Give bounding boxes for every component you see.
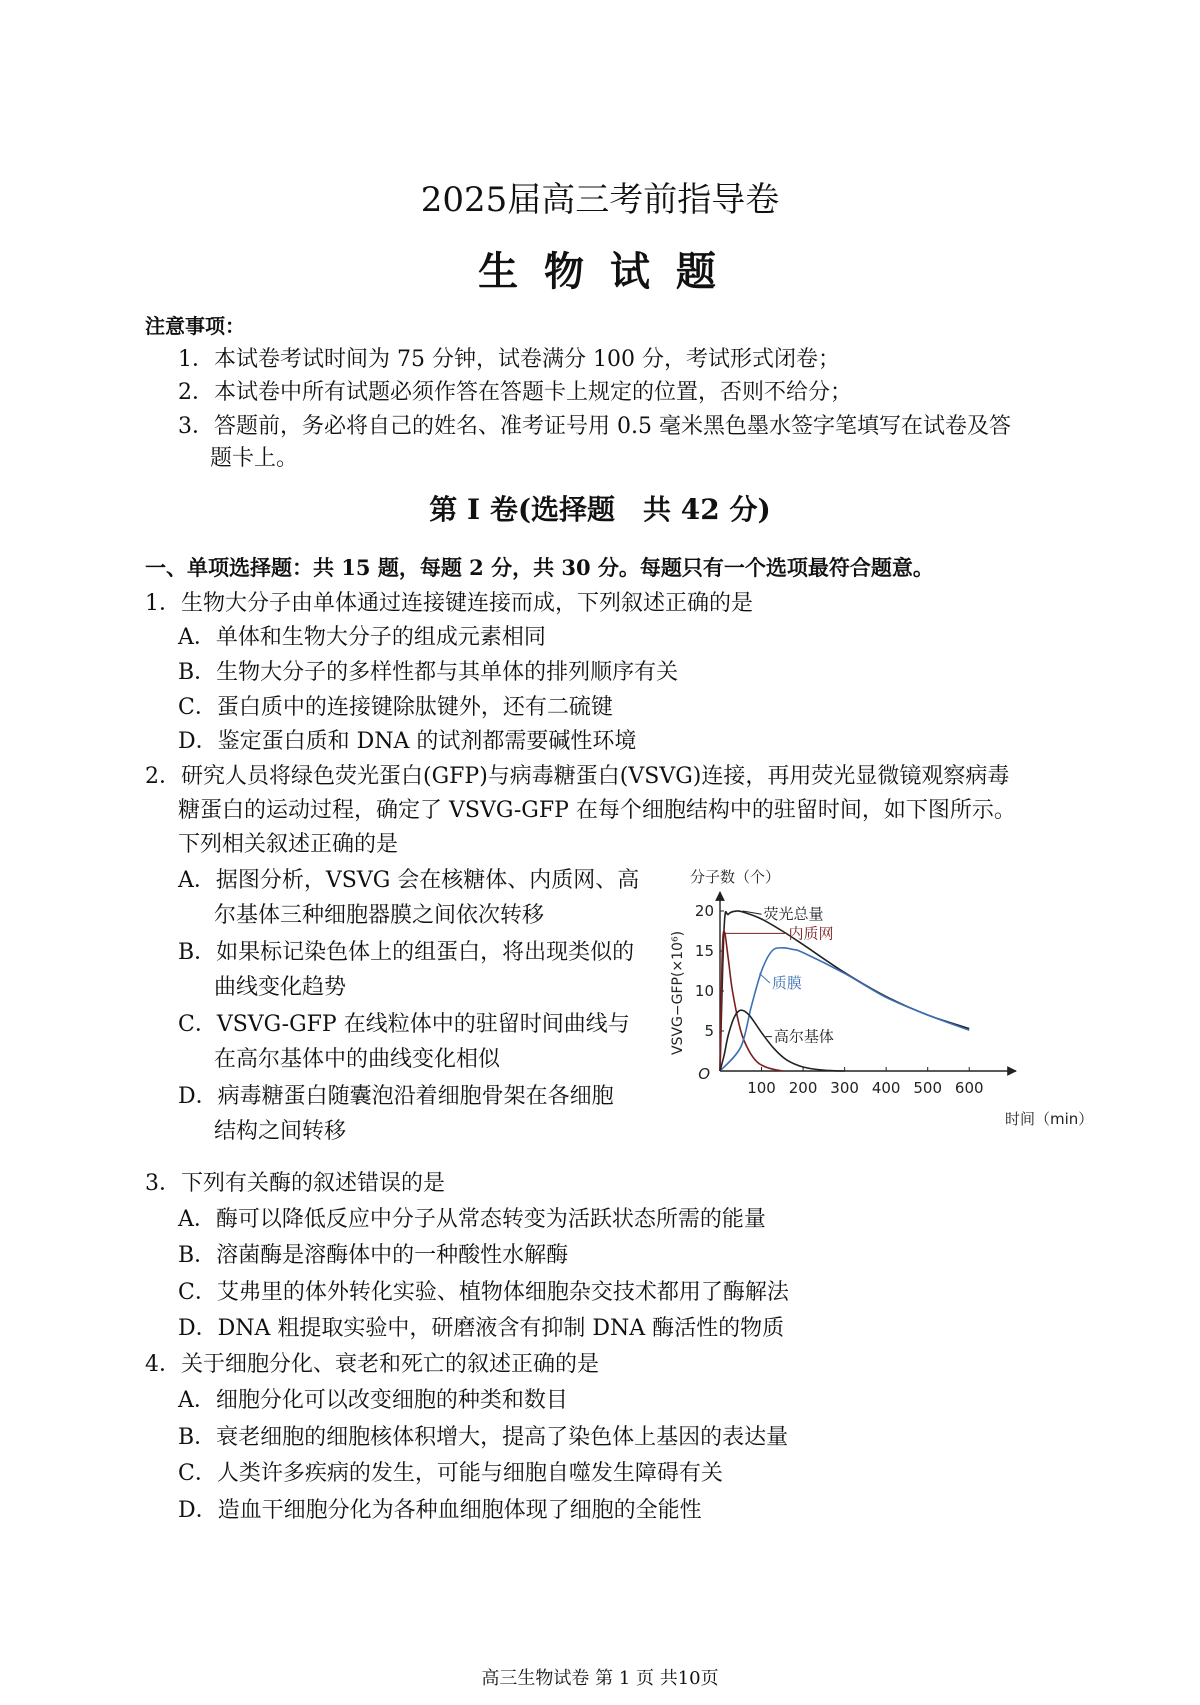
x-tick-label: 500 [913, 1079, 943, 1097]
y-tick-label: 15 [694, 942, 714, 960]
subject-title: 生 物 试 题 [478, 248, 722, 295]
y-tick-label: 10 [694, 982, 714, 1000]
part-heading: 一、单项选择题：共 15 题，每题 2 分，共 30 分。每题只有一个选项最符合题意。 [145, 555, 934, 580]
option-a: A．单体和生物大分子的组成元素相同 [178, 625, 546, 650]
series-line-质膜 [720, 948, 969, 1071]
series-label: 质膜 [771, 974, 802, 992]
x-tick-label: 200 [788, 1079, 818, 1097]
option-a-cont: 尔基体三种细胞器膜之间依次转移 [214, 903, 545, 928]
notice-item: 题卡上。 [210, 446, 299, 471]
option-d: D．病毒糖蛋白随囊泡沿着细胞骨架在各细胞 [178, 1084, 614, 1109]
series-leader [759, 973, 769, 983]
series-label: 高尔基体 [773, 1027, 834, 1046]
option-a: A．酶可以降低反应中分子从常态转变为活跃状态所需的能量 [178, 1207, 766, 1232]
option-b: B．衰老细胞的细胞核体积增大，提高了染色体上基因的表达量 [178, 1425, 789, 1450]
option-c: C．VSVG-GFP 在线粒体中的驻留时间曲线与 [178, 1012, 630, 1037]
option-c-cont: 在高尔基体中的曲线变化相似 [214, 1047, 501, 1072]
option-c: C．艾弗里的体外转化实验、植物体细胞杂交技术都用了酶解法 [178, 1280, 789, 1305]
x-tick-label: 100 [747, 1079, 776, 1097]
section-title: 第 I 卷(选择题 共 42 分) [429, 493, 771, 526]
option-b-cont: 曲线变化趋势 [214, 975, 347, 1000]
notice-item: 2．本试卷中所有试题必须作答在答题卡上规定的位置，否则不给分； [178, 380, 852, 405]
question-stem: 2．研究人员将绿色荧光蛋白(GFP)与病毒糖蛋白(VSVG)连接，再用荧光显微镜观察病毒 [145, 764, 1010, 789]
option-d-cont: 结构之间转移 [214, 1119, 347, 1144]
option-d: D．鉴定蛋白质和 DNA 的试剂都需要碱性环境 [178, 729, 637, 754]
option-b: B．如果标记染色体上的组蛋白，将出现类似的 [178, 940, 635, 965]
option-c: C．蛋白质中的连接键除肽键外，还有二硫键 [178, 695, 613, 720]
option-c: C．人类许多疾病的发生，可能与细胞自噬发生障碍有关 [178, 1461, 723, 1486]
y-tick-label: 20 [694, 902, 714, 920]
question-stem: 4．关于细胞分化、衰老和死亡的叙述正确的是 [145, 1352, 599, 1377]
notice-label: 注意事项： [145, 314, 245, 338]
x-tick-label: 600 [954, 1079, 984, 1097]
option-a: A．细胞分化可以改变细胞的种类和数目 [178, 1388, 568, 1413]
x-tick-label: 300 [830, 1079, 859, 1097]
y-tick-label: 5 [704, 1022, 714, 1040]
option-a: A．据图分析，VSVG 会在核糖体、内质网、高 [178, 868, 640, 893]
option-d: D．造血干细胞分化为各种血细胞体现了细胞的全能性 [178, 1498, 702, 1523]
y-unit-label: 分子数（个） [690, 868, 781, 886]
vsvg-gfp-chart [660, 856, 1100, 1146]
series-line-荧光总量 [720, 911, 969, 1071]
series-label: 内质网 [788, 924, 834, 943]
y-axis-label: VSVG−GFP(×10⁶) [670, 930, 686, 1056]
x-tick-label: 400 [871, 1079, 901, 1097]
option-b: B．溶菌酶是溶酶体中的一种酸性水解酶 [178, 1243, 569, 1268]
option-d: D．DNA 粗提取实验中，研磨液含有抑制 DNA 酶活性的物质 [178, 1316, 785, 1341]
page-footer: 高三生物试卷 第 1 页 共10页 [481, 1668, 719, 1689]
option-b: B．生物大分子的多样性都与其单体的排列顺序有关 [178, 660, 679, 685]
exam-title: 2025届高三考前指导卷 [420, 180, 780, 220]
question-stem: 3．下列有关酶的叙述错误的是 [145, 1171, 445, 1196]
question-stem: 糖蛋白的运动过程，确定了 VSVG-GFP 在每个细胞结构中的驻留时间，如下图所示。 [178, 798, 1016, 823]
x-axis-label: 时间（min） [1005, 1110, 1094, 1128]
notice-item: 3．答题前，务必将自己的姓名、准考证号用 0.5 毫米黑色墨水签字笔填写在试卷及答 [178, 414, 1011, 439]
origin-label: O [698, 1065, 710, 1083]
series-label: 荧光总量 [763, 905, 824, 924]
notice-item: 1．本试卷考试时间为 75 分钟，试卷满分 100 分，考试形式闭卷； [178, 347, 840, 372]
series-line-内质网 [720, 931, 782, 1071]
question-stem: 1．生物大分子由单体通过连接键连接而成，下列叙述正确的是 [145, 591, 753, 616]
question-stem: 下列相关叙述正确的是 [178, 832, 399, 857]
